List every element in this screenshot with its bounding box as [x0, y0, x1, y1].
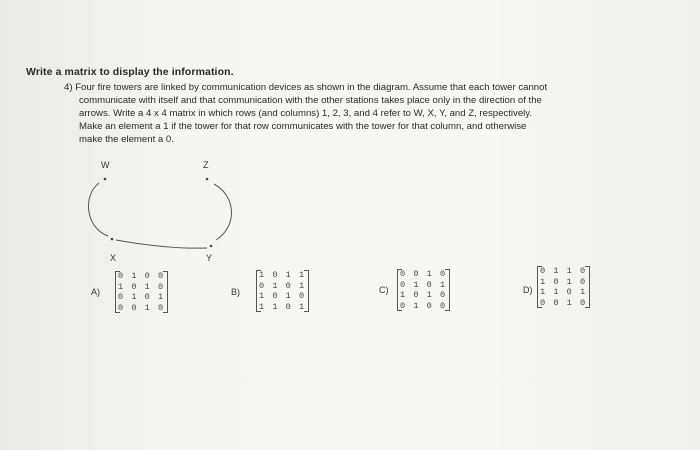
connection-z-y [214, 184, 232, 240]
connection-x-y [116, 240, 207, 248]
question-line: Make an element a 1 if the tower for that row communicates with the tower for that column, and otherwise [79, 121, 527, 132]
matrix-row: 1 1 0 1 [540, 287, 587, 297]
tower-label-x: X [110, 253, 117, 263]
choice-d-matrix [537, 266, 590, 308]
matrix-row: 0 0 1 0 [118, 302, 165, 313]
tower-y-dot [210, 245, 213, 248]
bracket-right [585, 266, 590, 308]
matrix-row: 1 0 1 0 [259, 291, 306, 301]
matrix-row: 1 0 1 0 [400, 290, 447, 300]
bracket-left [115, 271, 120, 313]
tower-label-y: Y [206, 253, 213, 263]
matrix-row: 0 1 1 0 [540, 266, 587, 276]
matrix-row: 1 1 0 1 [259, 301, 306, 312]
bracket-right [304, 270, 309, 312]
matrix-row: 0 0 1 0 [540, 297, 587, 308]
tower-label-z: Z [203, 160, 209, 170]
bracket-left [397, 269, 402, 311]
choice-a-label: A) [91, 287, 100, 297]
connection-w-x [88, 183, 108, 236]
choice-b-label: B) [231, 287, 240, 297]
question-line: communicate with itself and that communication with the other stations takes place only in the direction of the [79, 95, 542, 106]
matrix-row: 0 1 0 1 [400, 279, 447, 290]
question-line: arrows. Write a 4 x 4 matrix in which rows (and columns) 1, 2, 3, and 4 refer to W, X, Y, and Z, respectively. [79, 108, 533, 119]
tower-label-w: W [101, 160, 110, 170]
matrix-row: 1 0 1 0 [118, 281, 165, 292]
tower-z-dot [206, 178, 209, 181]
bracket-left [537, 266, 542, 308]
choice-d-label: D) [523, 285, 533, 295]
matrix-row: 0 1 0 0 [118, 271, 165, 281]
matrix-row: 0 0 1 0 [400, 269, 447, 279]
tower-x-dot [111, 238, 114, 241]
matrix-row: 0 1 0 0 [400, 300, 447, 311]
choice-c-matrix [397, 269, 450, 311]
tower-w-dot [104, 178, 107, 181]
matrix-row: 1 0 1 0 [540, 276, 587, 287]
choice-b-matrix [256, 270, 309, 312]
question-line: 4) Four fire towers are linked by communication devices as shown in the diagram. Assume that each tower cannot [64, 82, 548, 93]
choice-c-label: C) [379, 285, 389, 295]
choice-a-matrix [115, 271, 168, 313]
matrix-row: 1 0 1 1 [259, 270, 306, 280]
heading: Write a matrix to display the information. [26, 66, 234, 78]
matrix-row: 0 1 0 1 [118, 292, 165, 302]
bracket-left [256, 270, 261, 312]
bracket-right [445, 269, 450, 311]
matrix-row: 0 1 0 1 [259, 280, 306, 291]
question-line: make the element a 0. [79, 134, 174, 145]
bracket-right [163, 271, 168, 313]
